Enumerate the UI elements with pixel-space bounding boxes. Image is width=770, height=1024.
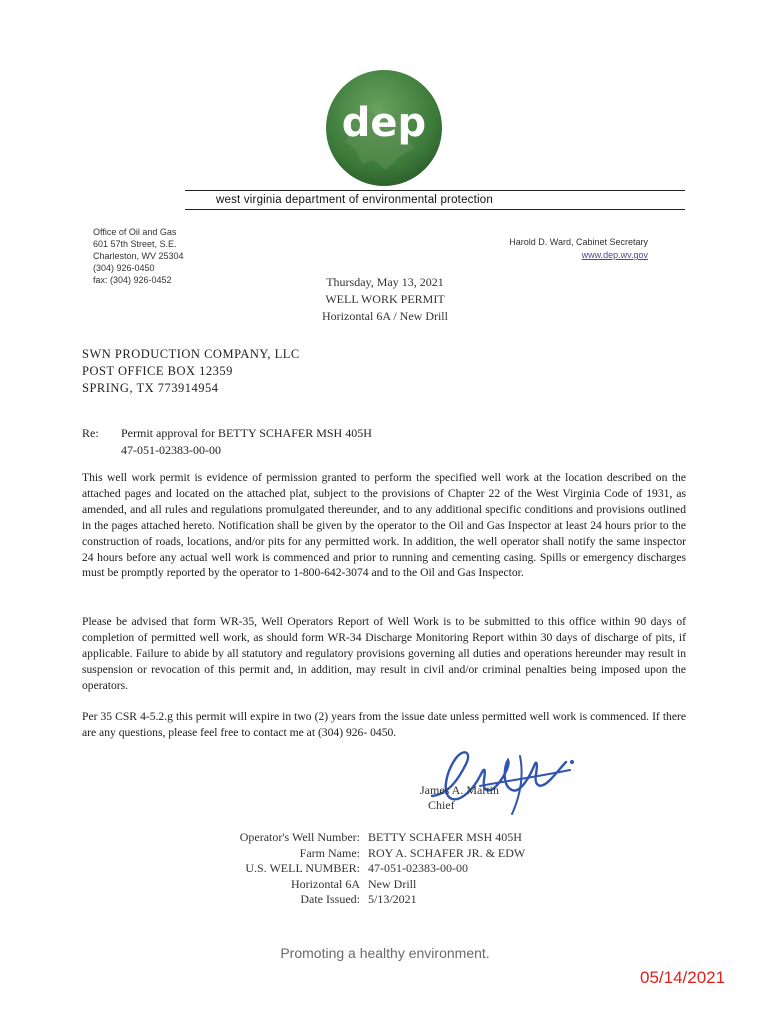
body-paragraph-reporting: Please be advised that form WR-35, Well Operators Report of Well Work is to be submitted to this office within 90 days of completion of permitted well work, as should form WR-34 Discharge Monitoring Report within 30 days of discharge of pits, if applicable. Failure to abide by all statutory and regulatory provisions governing all duties and operations hereunder may result in suspension or revocation of this permit and, in addition, may result in civil and/or criminal penalties being imposed upon the operators. [82,615,686,692]
detail-value: 5/13/2021 [368,892,417,906]
office-line: Office of Oil and Gas [93,227,177,237]
permit-date: Thursday, May 13, 2021 [326,275,444,289]
detail-value: ROY A. SCHAFER JR. & EDW [368,845,526,860]
office-line: 601 57th Street, S.E. [93,239,177,249]
re-line-api-number: 47-051-02383-00-00 [121,443,221,457]
details-labels [200,830,360,908]
body-paragraph-permission: This well work permit is evidence of permission granted to perform the specified well work at the location described on the attached pages and located on the attached plat, subject to the provisions of Chapter 22 of the West Virginia Code of 1931, as amended, and all rules and regulations promulgated thereunder, and to any additional specific conditions and provisions outlined in the pages attached hereto. Notification shall be given by the operator to the Oil and Gas Inspector at least 24 hours prior to the construction of roads, locations, and/or pits for any permitted work. In addition, the well operator shall notify the same inspector 24 hours before any actual well work is commenced and prior to running and cementing casing. Spills or emergency discharges must be promptly reported by the operator to 1-800-642-3074 and to the Oil and Gas Inspector. [82,471,686,580]
detail-label: Horizontal 6A [291,876,360,891]
recipient-line: SWN PRODUCTION COMPANY, LLC [82,347,300,361]
signer-block [420,783,499,813]
detail-value: 47-051-02383-00-00 [368,861,468,875]
website-link[interactable]: www.dep.wv.gov [581,250,648,260]
body-paragraph-expiration: Per 35 CSR 4-5.2.g this permit will expire in two (2) years from the issue date unless permitted well work is commenced. If there are any questions, please feel free to contact me at (304) 926- 0450. [82,710,686,739]
re-label: Re: [82,426,99,440]
permit-heading [270,274,500,325]
office-line: (304) 926-0450 [93,263,155,273]
signer-name: James A. Martin [420,783,499,797]
office-address [93,226,184,286]
office-line: Charleston, WV 25304 [93,251,184,261]
footer-slogan: Promoting a healthy environment. [280,945,490,961]
details-values [368,830,525,908]
logo-text: dep [341,100,427,146]
permit-title: WELL WORK PERMIT [325,292,445,306]
header-rule-bottom [185,209,685,210]
office-line: fax: (304) 926-0452 [93,275,172,285]
secretary-name: Harold D. Ward, Cabinet Secretary [509,237,648,247]
recipient-line: SPRING, TX 773914954 [82,381,219,395]
re-line-permit: Permit approval for BETTY SCHAFER MSH 405H [121,426,372,440]
recipient-line: POST OFFICE BOX 12359 [82,364,233,378]
detail-label: U.S. WELL NUMBER: [245,861,360,875]
recipient-address [82,346,300,397]
detail-label: Date Issued: [300,892,360,906]
detail-label: Operator's Well Number: [239,830,360,844]
header-rule-top [185,190,685,191]
detail-value: BETTY SCHAFER MSH 405H [368,830,522,844]
permit-type: Horizontal 6A / New Drill [322,309,448,323]
signer-title: Chief [428,798,455,812]
detail-label: Farm Name: [299,845,360,860]
detail-value: New Drill [368,876,417,891]
cabinet-secretary [509,236,648,262]
received-date-stamp: 05/14/2021 [640,968,726,987]
re-subject [121,425,372,459]
agency-name: west virginia department of environmental protection [216,194,493,206]
